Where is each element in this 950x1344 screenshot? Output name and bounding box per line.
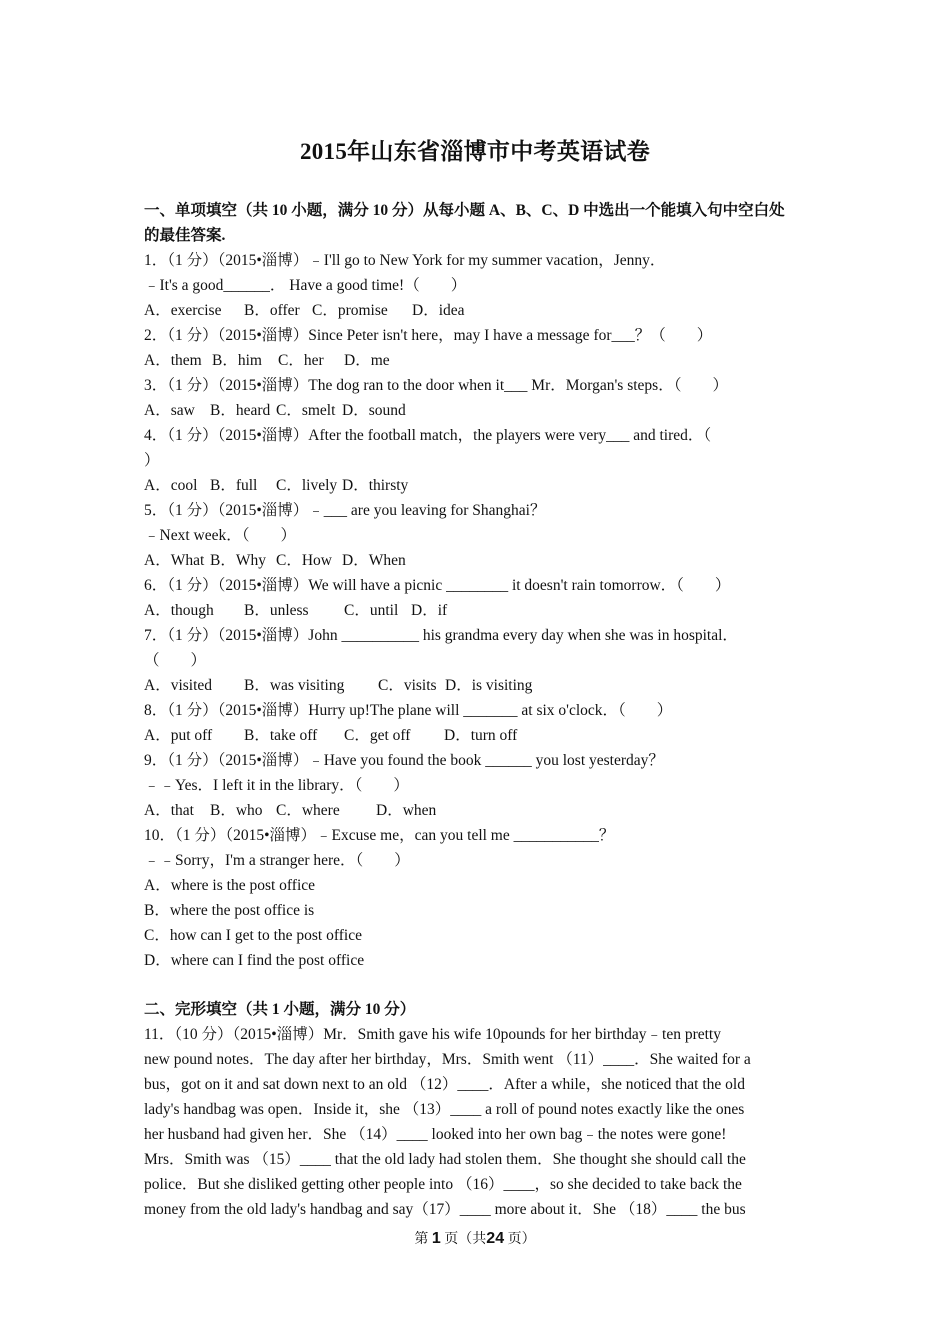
option-d: D．sound xyxy=(342,402,406,419)
section1-heading-cont: 的最佳答案. xyxy=(144,227,226,244)
option-d: D．if xyxy=(411,602,448,619)
cloze-line-1: 11．（10 分）（2015•淄博）Mr．Smith gave his wife 10pounds for her birthday﹣ten pretty xyxy=(144,1026,721,1043)
option-b: B．full xyxy=(210,477,258,494)
cloze-line-6: Mrs．Smith was （15）____ that the old lady had stolen them．She thought she should call the xyxy=(144,1151,746,1168)
option-d: D．idea xyxy=(412,302,465,319)
question-10-option-b: B．where the post office is xyxy=(144,902,315,919)
option-b: B．who xyxy=(210,802,263,819)
question-1-options xyxy=(144,298,810,323)
option-d: D．when xyxy=(376,802,437,819)
question-4-stem: 4．（1 分）（2015•淄博）After the football match，the players were very___ and tired．（ xyxy=(144,427,712,444)
question-7-options xyxy=(144,673,810,698)
option-d: D．When xyxy=(342,552,406,569)
option-d: D．me xyxy=(344,352,390,369)
question-3-stem: 3．（1 分）（2015•淄博）The dog ran to the door when it___ Mr．Morgan's steps．（ ） xyxy=(144,377,728,394)
option-d: D．turn off xyxy=(444,727,518,744)
option-c: C．her xyxy=(278,352,324,369)
option-c: C．promise xyxy=(312,302,388,319)
footer-total-pages: 24 xyxy=(486,1230,505,1247)
section2-heading: 二、完形填空（共 1 小题，满分 10 分） xyxy=(144,1001,416,1018)
question-5-stem-cont: ﹣Next week．（ ） xyxy=(144,527,296,544)
option-a: A．saw xyxy=(144,402,195,419)
question-1-stem-cont: ﹣It's a good______． Have a good time!（ ） xyxy=(144,277,467,294)
page-footer xyxy=(0,1228,950,1251)
question-10-stem: 10．（1 分）（2015•淄博）﹣Excuse me，can you tell me ___________？ xyxy=(144,827,615,844)
exam-content xyxy=(144,198,810,1222)
footer-middle: 页（共 xyxy=(444,1232,487,1247)
option-b: B．offer xyxy=(244,302,300,319)
question-1-stem: 1．（1 分）（2015•淄博）﹣I'll go to New York for my summer vacation，Jenny． xyxy=(144,252,666,269)
cloze-line-2: new pound notes．The day after her birthday，Mrs．Smith went （11）____．She waited for a xyxy=(144,1051,751,1068)
option-b: B．unless xyxy=(244,602,309,619)
question-8-options xyxy=(144,723,810,748)
question-9-stem: 9．（1 分）（2015•淄博）﹣Have you found the book ______ you lost yesterday？ xyxy=(144,752,664,769)
footer-prefix: 第 xyxy=(414,1232,429,1247)
question-6-stem: 6．（1 分）（2015•淄博）We will have a picnic ________ it doesn't rain tomorrow．（ ） xyxy=(144,577,731,594)
option-a: A．What xyxy=(144,552,205,569)
question-5-options xyxy=(144,548,810,573)
question-4-options xyxy=(144,473,810,498)
question-10-option-d: D．where can I find the post office xyxy=(144,952,365,969)
option-c: C．smelt xyxy=(276,402,336,419)
footer-suffix: 页） xyxy=(507,1232,536,1247)
option-d: D．thirsty xyxy=(342,477,409,494)
option-a: A．exercise xyxy=(144,302,222,319)
question-5-stem: 5．（1 分）（2015•淄博）﹣___ are you leaving for Shanghai？ xyxy=(144,502,546,519)
option-b: B．heard xyxy=(210,402,271,419)
option-b: B．him xyxy=(212,352,262,369)
option-a: A．cool xyxy=(144,477,198,494)
option-c: C．until xyxy=(344,602,399,619)
option-c: C．visits xyxy=(378,677,437,694)
cloze-line-8: money from the old lady's handbag and say（17）____ more about it．She （18）____ the bus xyxy=(144,1201,746,1218)
option-a: A．them xyxy=(144,352,202,369)
cloze-line-7: police．But she disliked getting other people into （16）____，so she decided to take back the xyxy=(144,1176,742,1193)
option-b: B．Why xyxy=(210,552,266,569)
page-title: 2015年山东省淄博市中考英语试卷 xyxy=(299,139,651,164)
option-c: C．lively xyxy=(276,477,338,494)
option-c: C．where xyxy=(276,802,340,819)
option-b: B．take off xyxy=(244,727,318,744)
cloze-line-5: her husband had given her．She （14）____ looked into her own bag﹣the notes were gone! xyxy=(144,1126,727,1143)
cloze-line-4: lady's handbag was open．Inside it，she （13）____ a roll of pound notes exactly like the ones xyxy=(144,1101,745,1118)
question-10-option-c: C．how can I get to the post office xyxy=(144,927,362,944)
question-4-stem-cont: ） xyxy=(144,452,160,469)
option-a: A．visited xyxy=(144,677,213,694)
cloze-line-3: bus，got on it and sat down next to an old （12）____．After a while，she noticed that the old xyxy=(144,1076,745,1093)
question-6-options xyxy=(144,598,810,623)
option-a: A．that xyxy=(144,802,194,819)
question-3-options xyxy=(144,398,810,423)
section1-heading: 一、单项填空（共 10 小题，满分 10 分）从每小题 A、B、C、D 中选出一个能填入句中空白处 xyxy=(144,202,785,219)
question-2-stem: 2．（1 分）（2015•淄博）Since Peter isn't here，may I have a message for___？（ ） xyxy=(144,327,713,344)
footer-page-number: 1 xyxy=(431,1230,441,1247)
option-d: D．is visiting xyxy=(445,677,533,694)
option-a: A．put off xyxy=(144,727,213,744)
question-9-options xyxy=(144,798,810,823)
question-2-options xyxy=(144,348,810,373)
option-c: C．get off xyxy=(344,727,411,744)
question-8-stem: 8．（1 分）（2015•淄博）Hurry up!The plane will _______ at six o'clock．（ ） xyxy=(144,702,673,719)
question-7-stem-cont: （ ） xyxy=(144,652,207,669)
question-10-stem-cont: ﹣﹣Sorry，I'm a stranger here．（ ） xyxy=(144,852,410,869)
question-10-option-a: A．where is the post office xyxy=(144,877,316,894)
option-a: A．though xyxy=(144,602,214,619)
option-c: C．How xyxy=(276,552,332,569)
option-b: B．was visiting xyxy=(244,677,345,694)
question-9-stem-cont: ﹣﹣Yes．I left it in the library．（ ） xyxy=(144,777,409,794)
question-7-stem: 7．（1 分）（2015•淄博）John __________ his grandma every day when she was in hospital． xyxy=(144,627,738,644)
section-gap xyxy=(144,973,810,997)
